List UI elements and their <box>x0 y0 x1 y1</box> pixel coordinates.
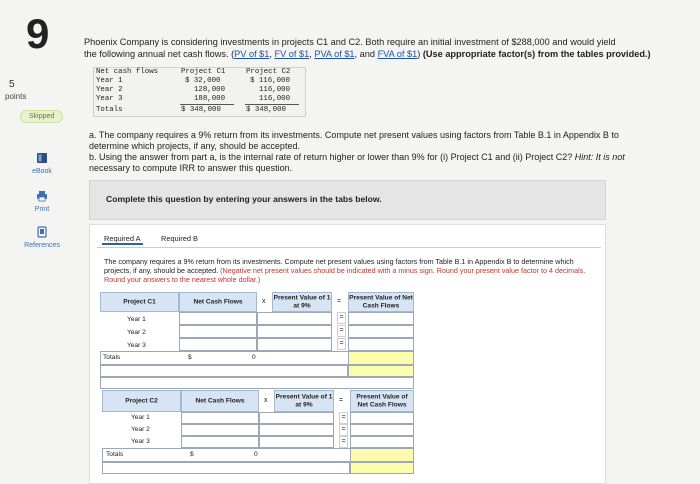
c2-year-label: Year 3 <box>131 438 150 445</box>
cf-row-c2: 116,000 <box>259 86 291 94</box>
prompt-line-1: Phoenix Company is considering investments in projects C1 and C2. Both require an initial investment of $288,000 and would yield <box>84 37 616 47</box>
c2-pvncf-input[interactable] <box>350 424 414 436</box>
question-number: 9 <box>26 10 49 57</box>
c2-ncf-input[interactable] <box>181 424 259 436</box>
cf-row-c2: 116,000 <box>259 95 291 103</box>
c1-npv-input[interactable] <box>348 365 414 377</box>
c1-total-currency: $ <box>188 354 192 361</box>
c2-year-label: Year 1 <box>131 414 150 421</box>
cf-header-c2: Project C2 <box>246 68 291 76</box>
c1-pv-input[interactable] <box>257 338 332 351</box>
question-parts: a. The company requires a 9% return from its investments. Compute net present values using factors from Table B.1 in Appendix B to determine which projects, if any, should be accepted. b. Using the answer from part a, is the internal rate of return higher or lower than 9% for (i) Project C1 and (ii) Project C2? Hint: It is not necessary to compute IRR to answer this question. <box>89 130 625 173</box>
references-button[interactable] <box>22 226 62 249</box>
c1-year-label: Year 3 <box>127 342 146 349</box>
c2-pv-input[interactable] <box>259 436 334 448</box>
c2-ncf-input[interactable] <box>181 412 259 424</box>
cf-row-c1: 188,000 <box>194 95 226 103</box>
tab-instructions: The company requires a 9% return from its investments. Compute net present values using factors from Table B.1 in Appendix B to determine which projects, if any, should be accepted. (Negative net present values should be indicated with a minus sign. Round your present value factor to 4 decimals. Round your answers to the nearest whole dollar.) <box>104 257 586 284</box>
c2-equals-cell: = <box>339 424 348 436</box>
c2-year-label: Year 2 <box>131 426 150 433</box>
c2-equals-symbol: = <box>339 397 344 404</box>
print-button[interactable] <box>22 190 62 213</box>
c1-accept-input[interactable] <box>100 377 414 389</box>
c1-header-ncf: Net Cash Flows <box>179 292 257 312</box>
instructions-banner: Complete this question by entering your answers in the tabs below. <box>89 180 606 220</box>
c1-ncf-input[interactable] <box>179 338 257 351</box>
book-icon <box>36 152 48 164</box>
c1-equals-cell: = <box>337 338 346 350</box>
c2-decision-input[interactable] <box>102 462 350 474</box>
c2-npv-input[interactable] <box>350 462 414 474</box>
tab-required-b[interactable]: Required B <box>161 234 198 243</box>
c2-header-pv: Present Value of 1 at 9% <box>274 390 334 412</box>
c1-equals-symbol: = <box>337 298 342 305</box>
question-prompt <box>84 37 684 60</box>
c1-year-label: Year 1 <box>127 316 146 323</box>
cf-header-label: Net cash flows <box>96 68 159 76</box>
c2-header-project: Project C2 <box>102 390 181 412</box>
c1-pv-input[interactable] <box>257 312 332 325</box>
c1-total-pv-input[interactable] <box>348 351 414 365</box>
cf-total-label: Totals <box>96 106 123 114</box>
c1-totals-label: Totals <box>103 354 121 361</box>
cf-row-c1: $ 32,000 <box>185 77 221 85</box>
c1-total-value: 0 <box>252 354 256 361</box>
cf-total-c2: $ 348,000 <box>246 106 286 114</box>
c2-total-currency: $ <box>190 451 194 458</box>
ebook-label: eBook <box>32 168 52 175</box>
c2-header-pvncf: Present Value of Net Cash Flows <box>350 390 414 412</box>
c1-times-symbol: x <box>262 298 266 305</box>
print-label: Print <box>34 206 50 213</box>
c1-ncf-input[interactable] <box>179 325 257 338</box>
fv-table-link[interactable]: FV of $1 <box>274 48 310 59</box>
points-label: points <box>5 92 27 101</box>
references-label: References <box>24 242 60 249</box>
status-badge: Skipped <box>20 110 63 123</box>
prompt-line-2: the following annual net cash flows. (PV of $1, FV of $1, PVA of $1, and FVA of $1) (Use appropriate factor(s) from the tables provided.) <box>84 48 651 59</box>
pv-table-link[interactable]: PV of $1 <box>234 48 270 59</box>
c2-times-symbol: x <box>264 397 268 404</box>
c2-total-pv-input[interactable] <box>350 448 414 462</box>
c1-header-project: Project C1 <box>100 292 179 312</box>
c1-pv-input[interactable] <box>257 325 332 338</box>
cf-header-c1: Project C1 <box>181 68 226 76</box>
cf-row-label: Year 2 <box>96 86 123 94</box>
c2-equals-cell: = <box>339 436 348 448</box>
c2-equals-cell: = <box>339 412 348 424</box>
tab-divider <box>97 247 601 248</box>
points-value: 5 <box>9 79 15 90</box>
c2-totals-label: Totals <box>106 451 124 458</box>
cf-total-c1: $ 348,000 <box>181 106 221 114</box>
ebook-button[interactable] <box>22 152 62 175</box>
c2-ncf-input[interactable] <box>181 436 259 448</box>
c1-pvncf-input[interactable] <box>348 338 414 351</box>
c1-decision-input[interactable] <box>100 365 348 377</box>
cf-row-c2: $ 116,000 <box>250 77 290 85</box>
references-icon <box>36 226 48 238</box>
tab-required-a[interactable]: Required A <box>104 234 141 243</box>
c1-header-pvncf: Present Value of Net Cash Flows <box>348 292 414 312</box>
c2-pvncf-input[interactable] <box>350 436 414 448</box>
pva-table-link[interactable]: PVA of $1 <box>314 48 355 59</box>
c2-pvncf-input[interactable] <box>350 412 414 424</box>
c1-equals-cell: = <box>337 325 346 337</box>
c1-ncf-input[interactable] <box>179 312 257 325</box>
cf-row-c1: 128,000 <box>194 86 226 94</box>
c2-header-ncf: Net Cash Flows <box>181 390 259 412</box>
c2-pv-input[interactable] <box>259 412 334 424</box>
fva-table-link[interactable]: FVA of $1 <box>377 48 418 59</box>
c1-equals-cell: = <box>337 312 346 324</box>
printer-icon <box>36 190 48 202</box>
c1-year-label: Year 2 <box>127 329 146 336</box>
cf-row-label: Year 1 <box>96 77 123 85</box>
prompt-instruction: (Use appropriate factor(s) from the tables provided.) <box>422 48 651 59</box>
c2-total-value: 0 <box>254 451 258 458</box>
c1-pvncf-input[interactable] <box>348 325 414 338</box>
c2-pv-input[interactable] <box>259 424 334 436</box>
c1-pvncf-input[interactable] <box>348 312 414 325</box>
c1-header-pv: Present Value of 1 at 9% <box>272 292 332 312</box>
cf-row-label: Year 3 <box>96 95 123 103</box>
